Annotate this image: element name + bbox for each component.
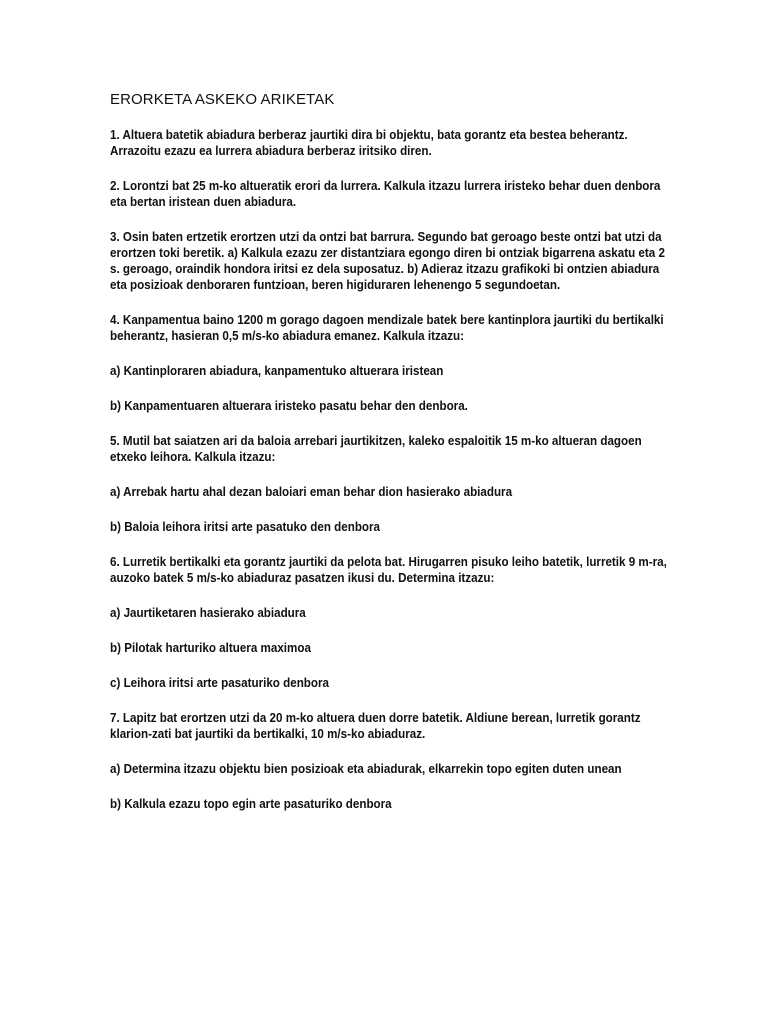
exercise-5a: a) Arrebak hartu ahal dezan baloiari eman behar dion hasierako abiadura [110,485,513,499]
exercise-6: 6. Lurretik bertikalki eta gorantz jaurtiki da pelota bat. Hirugarren pisuko leiho batetik, lurretik 9 m-ra, auzoko batek 5 m/s-ko abiaduraz pasatzen ikusi du. Determina itzazu: [110,555,667,585]
exercise-6c: c) Leihora iritsi arte pasaturiko denbora [110,676,330,690]
exercise-4b: b) Kanpamentuaren altuerara iristeko pasatu behar den denbora. [110,399,468,413]
exercise-3: 3. Osin baten ertzetik erortzen utzi da ontzi bat barrura. Segundo bat geroago beste ontzi bat utzi da erortzen toki beretik. a) Kalkula ezazu zer distantziara egongo diren bi ontziak bigarrena askatu eta 2 s. geroago, oraindik hondora iritsi ez dela suposatuz. b) Adieraz itzazu grafikoki bi ontzien abiadura eta posizioak denboraren funtzioan, beren higiduraren lehenengo 5 segundoetan. [110,230,665,292]
exercise-5b: b) Baloia leihora iritsi arte pasatuko den denbora [110,520,381,534]
exercise-7a: a) Determina itzazu objektu bien posizioak eta abiadurak, elkarrekin topo egiten duten unean [110,762,622,776]
exercise-2: 2. Lorontzi bat 25 m-ko altueratik erori da lurrera. Kalkula itzazu lurrera iristeko behar duen denbora eta bertan iristean duen abiadura. [110,179,661,209]
exercise-4a: a) Kantinploraren abiadura, kanpamentuko altuerara iristean [110,364,444,378]
exercise-7: 7. Lapitz bat erortzen utzi da 20 m-ko altuera duen dorre batetik. Aldiune berean, lurretik gorantz klarion-zati bat jaurtiki da bertikalki, 10 m/s-ko abiaduraz. [110,711,641,741]
document-page [110,90,670,831]
exercise-6a: a) Jaurtiketaren hasierako abiadura [110,606,306,620]
exercise-6b: b) Pilotak harturiko altuera maximoa [110,641,311,655]
paragraph-list [110,127,670,812]
exercise-1: 1. Altuera batetik abiadura berberaz jaurtiki dira bi objektu, bata gorantz eta bestea beherantz. Arrazoitu ezazu ea lurrera abiadura berberaz iritsiko diren. [110,128,628,158]
exercise-5: 5. Mutil bat saiatzen ari da baloia arrebari jaurtikitzen, kaleko espaloitik 15 m-ko altueran dagoen etxeko leihora. Kalkula itzazu: [110,434,642,464]
exercise-4: 4. Kanpamentua baino 1200 m gorago dagoen mendizale batek bere kantinplora jaurtiki du bertikalki beherantz, hasieran 0,5 m/s-ko abiadura emanez. Kalkula itzazu: [110,313,664,343]
exercise-7b: b) Kalkula ezazu topo egin arte pasaturiko denbora [110,797,392,811]
document-title: ERORKETA ASKEKO ARIKETAK [110,91,335,108]
